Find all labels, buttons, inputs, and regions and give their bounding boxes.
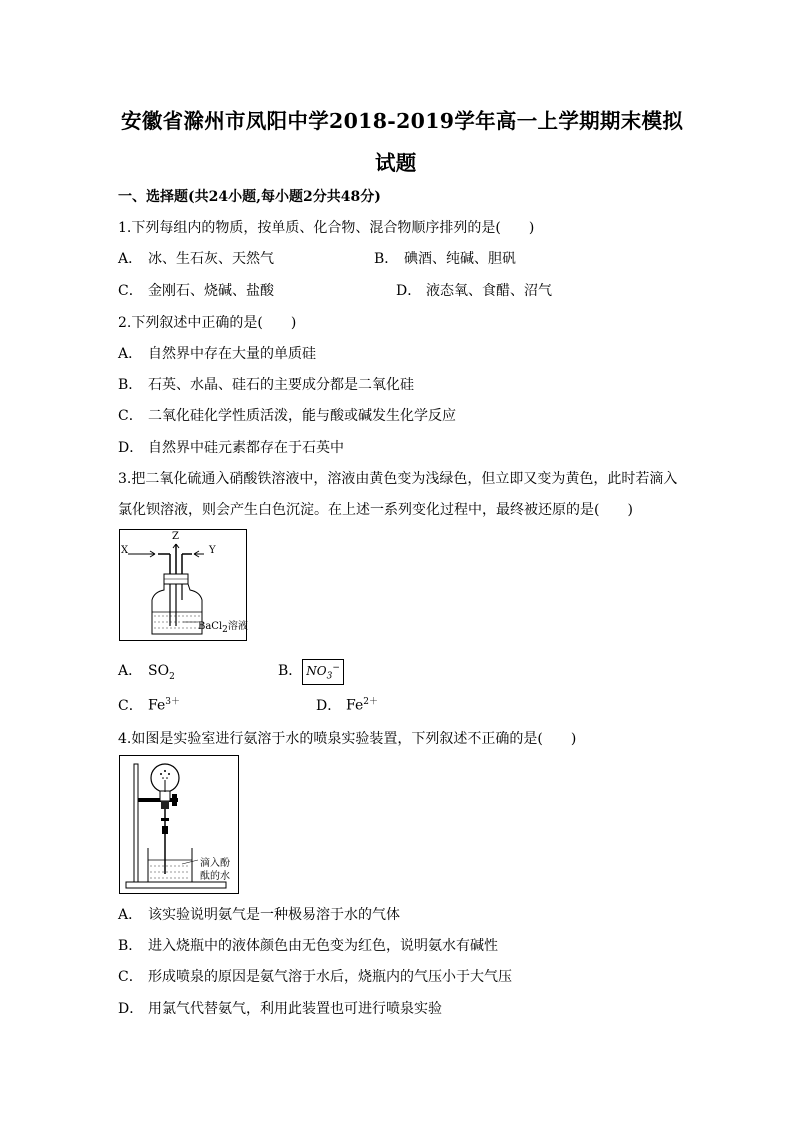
- page-title-line2: 试题: [375, 151, 417, 175]
- question-3-stem-line1: 3.把二氧化硫通入硝酸铁溶液中，溶液由黄色变为浅绿色，但立即又变为黄色，此时若滴入: [118, 471, 678, 487]
- question-2-option-a: A． 自然界中存在大量的单质硅: [118, 346, 316, 362]
- question-3-option-b: B． $NO_3^-$: [278, 659, 344, 685]
- page-title: 安徽省滁州市凤阳中学2018-2019学年高一上学期期末模拟: [121, 109, 684, 133]
- question-1-stem: 1.下列每组内的物质，按单质、化合物、混合物顺序排列的是( ): [118, 220, 535, 236]
- question-2-stem: 2.下列叙述中正确的是( ): [118, 315, 297, 331]
- question-2-option-c: C． 二氧化硅化学性质活泼，能与酸或碱发生化学反应: [118, 408, 456, 424]
- question-4-option-b: B． 进入烧瓶中的液体颜色由无色变为红色，说明氨水有碱性: [118, 938, 498, 954]
- label-phenolphthalein-water-line2: 酞的水: [200, 871, 230, 882]
- question-1-option-c: C． 金刚石、烧碱、盐酸: [118, 283, 274, 299]
- question-3-option-d: D． $Fe^{2+}$: [316, 697, 378, 714]
- question-3-figure: [119, 529, 247, 641]
- label-phenolphthalein-water-line1: 滴入酚: [200, 858, 230, 869]
- question-1-option-b: B． 碘酒、纯碱、胆矾: [374, 251, 516, 267]
- question-3-option-a: A． $SO_2$: [118, 663, 175, 682]
- question-1-option-a: A． 冰、生石灰、天然气: [118, 251, 274, 267]
- question-4-figure: [119, 755, 239, 894]
- question-4-stem: 4.如图是实验室进行氨溶于水的喷泉实验装置，下列叙述不正确的是( ): [118, 731, 577, 747]
- question-4-option-d: D． 用氯气代替氨气，利用此装置也可进行喷泉实验: [118, 1001, 442, 1017]
- label-y: Y: [209, 545, 216, 556]
- nitrate-formula-box: $NO_3^-$: [302, 659, 344, 685]
- question-4-option-c: C． 形成喷泉的原因是氨气溶于水后，烧瓶内的气压小于大气压: [118, 969, 512, 985]
- question-2-option-d: D． 自然界中硅元素都存在于石英中: [118, 440, 344, 456]
- question-3-option-c: C． $Fe^{3+}$: [118, 697, 180, 714]
- question-2-option-b: B． 石英、水晶、硅石的主要成分都是二氧化硅: [118, 377, 414, 393]
- section-heading: 一、选择题(共24小题,每小题2分共48分): [118, 189, 381, 205]
- question-4-option-a: A． 该实验说明氨气是一种极易溶于水的气体: [118, 907, 400, 923]
- question-3-stem-line2: 氯化钡溶液，则会产生白色沉淀。在上述一系列变化过程中，最终被还原的是( ): [118, 502, 633, 518]
- label-x: X: [121, 545, 129, 556]
- question-1-option-d: D． 液态氧、食醋、沼气: [396, 283, 552, 299]
- label-bacl2-solution: BaCl$_2$溶液: [198, 621, 248, 635]
- label-z: Z: [172, 531, 179, 542]
